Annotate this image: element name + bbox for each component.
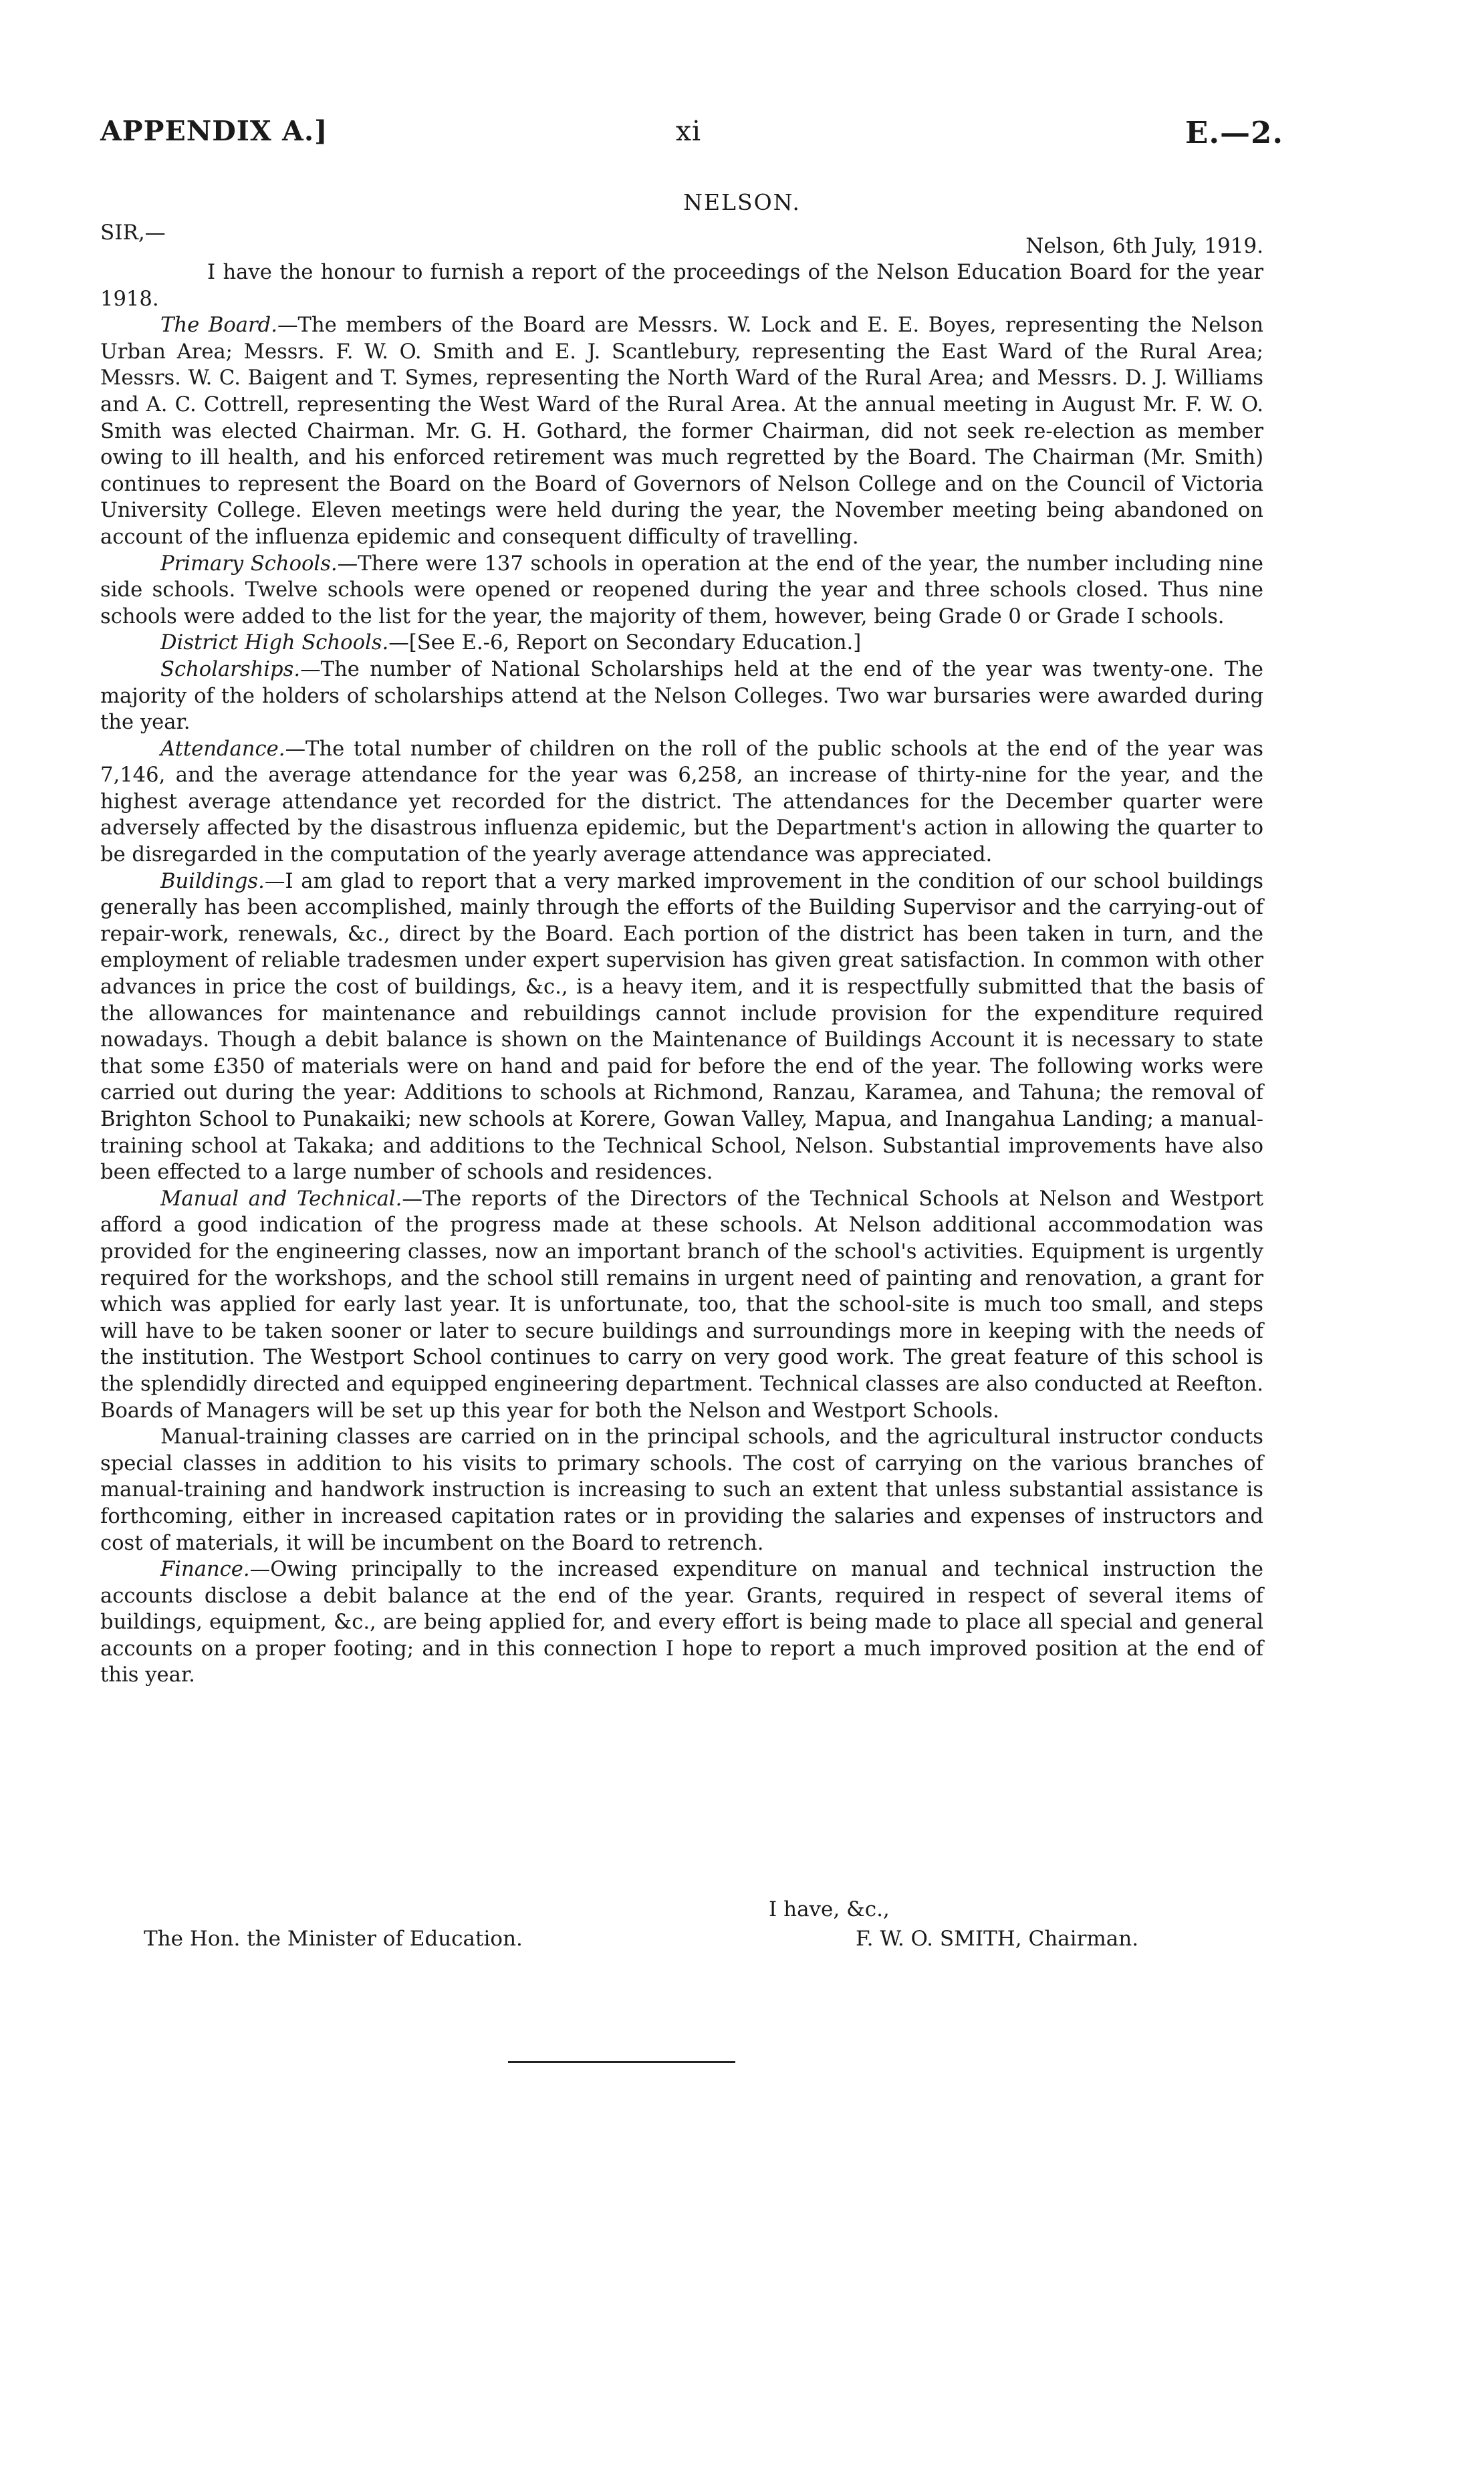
paragraph-text: —The number of National Scholarships held at the end of the year was twenty-one. The majority of the holders of scholarships attend at the Nelson Colleges. Two war bursaries were awarded during the year.: [100, 657, 1263, 735]
section-heading: Manual and Technical.: [160, 1187, 402, 1211]
intro-paragraph: I have the honour to furnish a report of the proceedings of the Nelson Education Board for the year 1918.: [100, 261, 1263, 311]
primary-schools-paragraph: [100, 551, 1263, 630]
board-paragraph: [100, 312, 1263, 550]
paragraph-text: —I am glad to report that a very marked improvement in the condition of our school buildings generally has been accomplished, mainly through the efforts of the Building Supervisor and the carrying-out of repair-work, renewals, &c., direct by the Board. Each portion of the district has been taken in turn, and the employment of reliable tradesmen under expert supervision has given great satisfaction. In common with other advances in price the cost of buildings, &c., is a heavy item, and it is respectfully submitted that the basis of the allowances for maintenance and rebuildings cannot include provision for the expenditure required nowadays. Though a debit balance is shown on the Maintenance of Buildings Account it is necessary to state that some £350 of materials were on hand and paid for before the end of the year. The following works were carried out during the year: Additions to schools at Richmond, Ranzau, Karamea, and Tahuna; the removal of Brighton School to Punakaiki; new schools at Korere, Gowan Valley, Mapua, and Inangahua Landing; a manual-training school at Takaka; and additions to the Technical School, Nelson. Substantial improvements have also been effected to a large number of schools and residences.: [100, 869, 1263, 1185]
paragraph-text: —[See E.-6, Report on Secondary Education.]: [388, 631, 862, 655]
report-body: [100, 259, 1263, 1689]
paragraph-text: —Owing principally to the increased expenditure on manual and technical instruction the accounts disclose a debit balance at the end of the year. Grants, required in respect of several items of buildings, equipment, &c., are being applied for, and every effort is being made to place all special and general accounts on a proper footing; and in this connection I hope to report a much improved position at the end of this year.: [100, 1558, 1263, 1687]
paragraph-text: —The total number of children on the roll of the public schools at the end of the year was 7,146, and the average attendance for the year was 6,258, an increase of thirty-nine for the year, and the highest average attendance yet recorded for the district. The attendances for the December quarter were adversely affected by the disastrous influenza epidemic, but the Department's action in allowing the quarter to be disregarded in the computation of the yearly average attendance was appreciated.: [100, 737, 1263, 867]
section-heading: Primary Schools.: [160, 552, 338, 576]
paragraph-text: —The members of the Board are Messrs. W. Lock and E. E. Boyes, representing the Nelson Urban Area; Messrs. F. W. O. Smith and E. J. Scantlebury, representing the East Ward of the Rural Area; Messrs. W. C. Baigent and T. Symes, representing the North Ward of the Rural Area; and Messrs. D. J. Williams and A. C. Cottrell, representing the West Ward of the Rural Area. At the annual meeting in August Mr. F. W. O. Smith was elected Chairman. Mr. G. H. Gothard, the former Chairman, did not seek re-election as member owing to ill health, and his enforced retirement was much regretted by the Board. The Chairman (Mr. Smith) continues to represent the Board on the Board of Governors of Nelson College and on the Council of Victoria University College. Eleven meetings were held during the year, the November meeting being abandoned on account of the influenza epidemic and consequent difficulty of travelling.: [100, 314, 1263, 549]
section-heading: Scholarships.: [160, 657, 301, 681]
manual-training-paragraph: Manual-training classes are carried on in the principal schools, and the agricultural instructor conducts special classes in addition to his visits to primary schools. The cost of carrying on the various branches of manual-training and handwork instruction is increasing to such an extent that unless substantial assistance is forthcoming, either in increased capitation rates or in providing the salaries and expenses of instructors and cost of materials, it will be incumbent on the Board to retrench.: [100, 1425, 1263, 1555]
page-number: xi: [675, 115, 702, 147]
paragraph-text: —There were 137 schools in operation at the end of the year, the number including nine side schools. Twelve schools were opened or reopened during the year and three schools closed. Thus nine schools were added to the list for the year, the majority of them, however, being Grade 0 or Grade I schools.: [100, 552, 1263, 628]
section-heading: District High Schools.: [160, 631, 389, 655]
salutation: SIR,—: [100, 221, 166, 245]
section-divider: [508, 2061, 735, 2063]
section-heading: Buildings.: [160, 869, 265, 893]
manual-technical-paragraph: [100, 1186, 1263, 1424]
place-date: Nelson, 6th July, 1919.: [1025, 234, 1263, 258]
signatory: F. W. O. SMITH, Chairman.: [856, 1927, 1139, 1951]
addressee: The Hon. the Minister of Education.: [144, 1927, 523, 1951]
report-title: NELSON.: [683, 189, 801, 215]
attendance-paragraph: [100, 736, 1263, 868]
document-code: E.—2.: [1185, 115, 1283, 150]
section-heading: The Board.: [160, 314, 277, 338]
finance-paragraph: [100, 1556, 1263, 1689]
buildings-paragraph: [100, 868, 1263, 1186]
appendix-label: APPENDIX A.]: [100, 115, 328, 147]
valediction: I have, &c.,: [769, 1897, 890, 1921]
closing-block: [0, 1897, 1484, 1991]
paragraph-text: —The reports of the Directors of the Technical Schools at Nelson and Westport afford a good indication of the progress made at these schools. At Nelson additional accommodation was provided for the engineering classes, now an important branch of the school's activities. Equipment is urgently required for the workshops, and the school still remains in urgent need of painting and renovation, a grant for which was applied for early last year. It is unfortunate, too, that the school-site is much too small, and steps will have to be taken sooner or later to secure buildings and surroundings more in keeping with the needs of the institution. The Westport School continues to carry on very good work. The great feature of this school is the splendidly directed and equipped engineering department. Technical classes are also conducted at Reefton. Boards of Managers will be set up this year for both the Nelson and Westport Schools.: [100, 1187, 1263, 1423]
scholarships-paragraph: [100, 657, 1263, 736]
section-heading: Attendance.: [160, 737, 285, 761]
district-high-schools-paragraph: [100, 630, 1263, 657]
section-heading: Finance.: [160, 1558, 250, 1582]
running-header: [100, 115, 1283, 162]
